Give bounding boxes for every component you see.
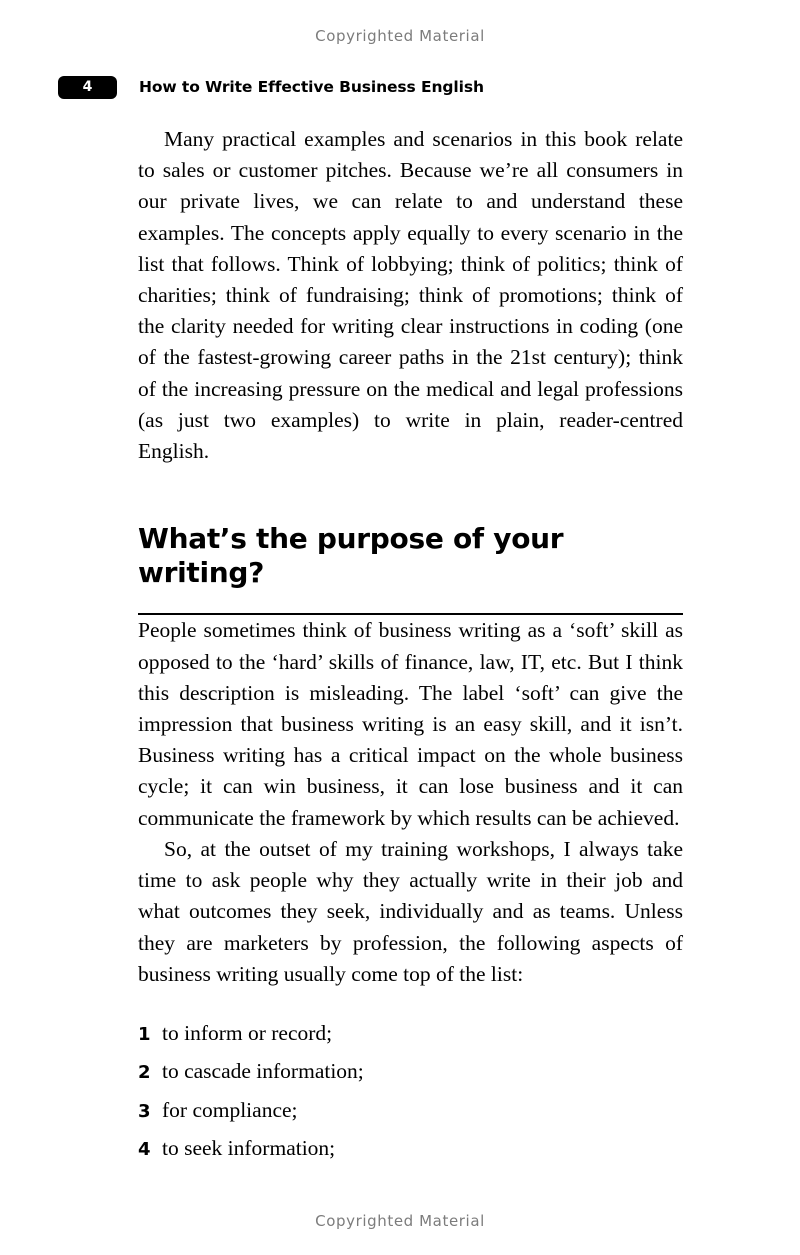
running-title: How to Write Effective Business English (139, 78, 484, 96)
purpose-list (138, 1021, 683, 1163)
list-item (138, 1136, 683, 1162)
list-item-number: 3 (138, 1100, 151, 1122)
list-item (138, 1098, 683, 1124)
paragraph-workshops: So, at the outset of my training workshops, I always take time to ask people why they actually write in their job and what outcomes they seek, individually and as teams. Unless they are marketers by profession, the following aspects of business writing usually come top of the list: (138, 836, 683, 986)
list-item (138, 1021, 683, 1047)
list-item-number: 4 (138, 1139, 151, 1161)
list-item-label: to cascade information; (162, 1059, 364, 1084)
paragraph-intro: Many practical examples and scenarios in this book relate to sales or customer pitches. Because we’re all consumers in our private lives, we can relate to and understand these examples. The concepts apply equally to every scenario in the list that follows. Think of lobbying; think of politics; think of charities; think of fundraising; think of promotions; think of the clarity needed for writing clear instructions in coding (one of the fastest-growing career paths in the 21st century); think of the increasing pressure on the medical and legal professions (as just two examples) to write in plain, reader-centred English. (138, 127, 683, 464)
list-item-number: 1 (138, 1023, 151, 1045)
page-number-badge: 4 (58, 76, 117, 99)
list-item-number: 2 (138, 1062, 151, 1084)
running-head (58, 72, 738, 102)
section-heading: What’s the purpose of your writing? (138, 522, 564, 590)
list-item-label: to inform or record; (162, 1020, 333, 1045)
copyright-watermark-bottom: Copyrighted Material (315, 1212, 485, 1230)
list-item-label: for compliance; (162, 1097, 298, 1122)
list-item-label: to seek information; (162, 1136, 336, 1161)
copyright-watermark-top: Copyrighted Material (315, 27, 485, 45)
paragraph-soft-skill: People sometimes think of business writing as a ‘soft’ skill as opposed to the ‘hard’ skills of finance, law, IT, etc. But I think this description is misleading. The label ‘soft’ can give the impression that business writing is an easy skill, and it isn’t. Business writing has a critical impact on the whole business cycle; it can win business, it can lose business and it can communicate the framework by which results can be achieved. (138, 618, 683, 830)
list-item (138, 1059, 683, 1085)
page-content (138, 124, 683, 1175)
